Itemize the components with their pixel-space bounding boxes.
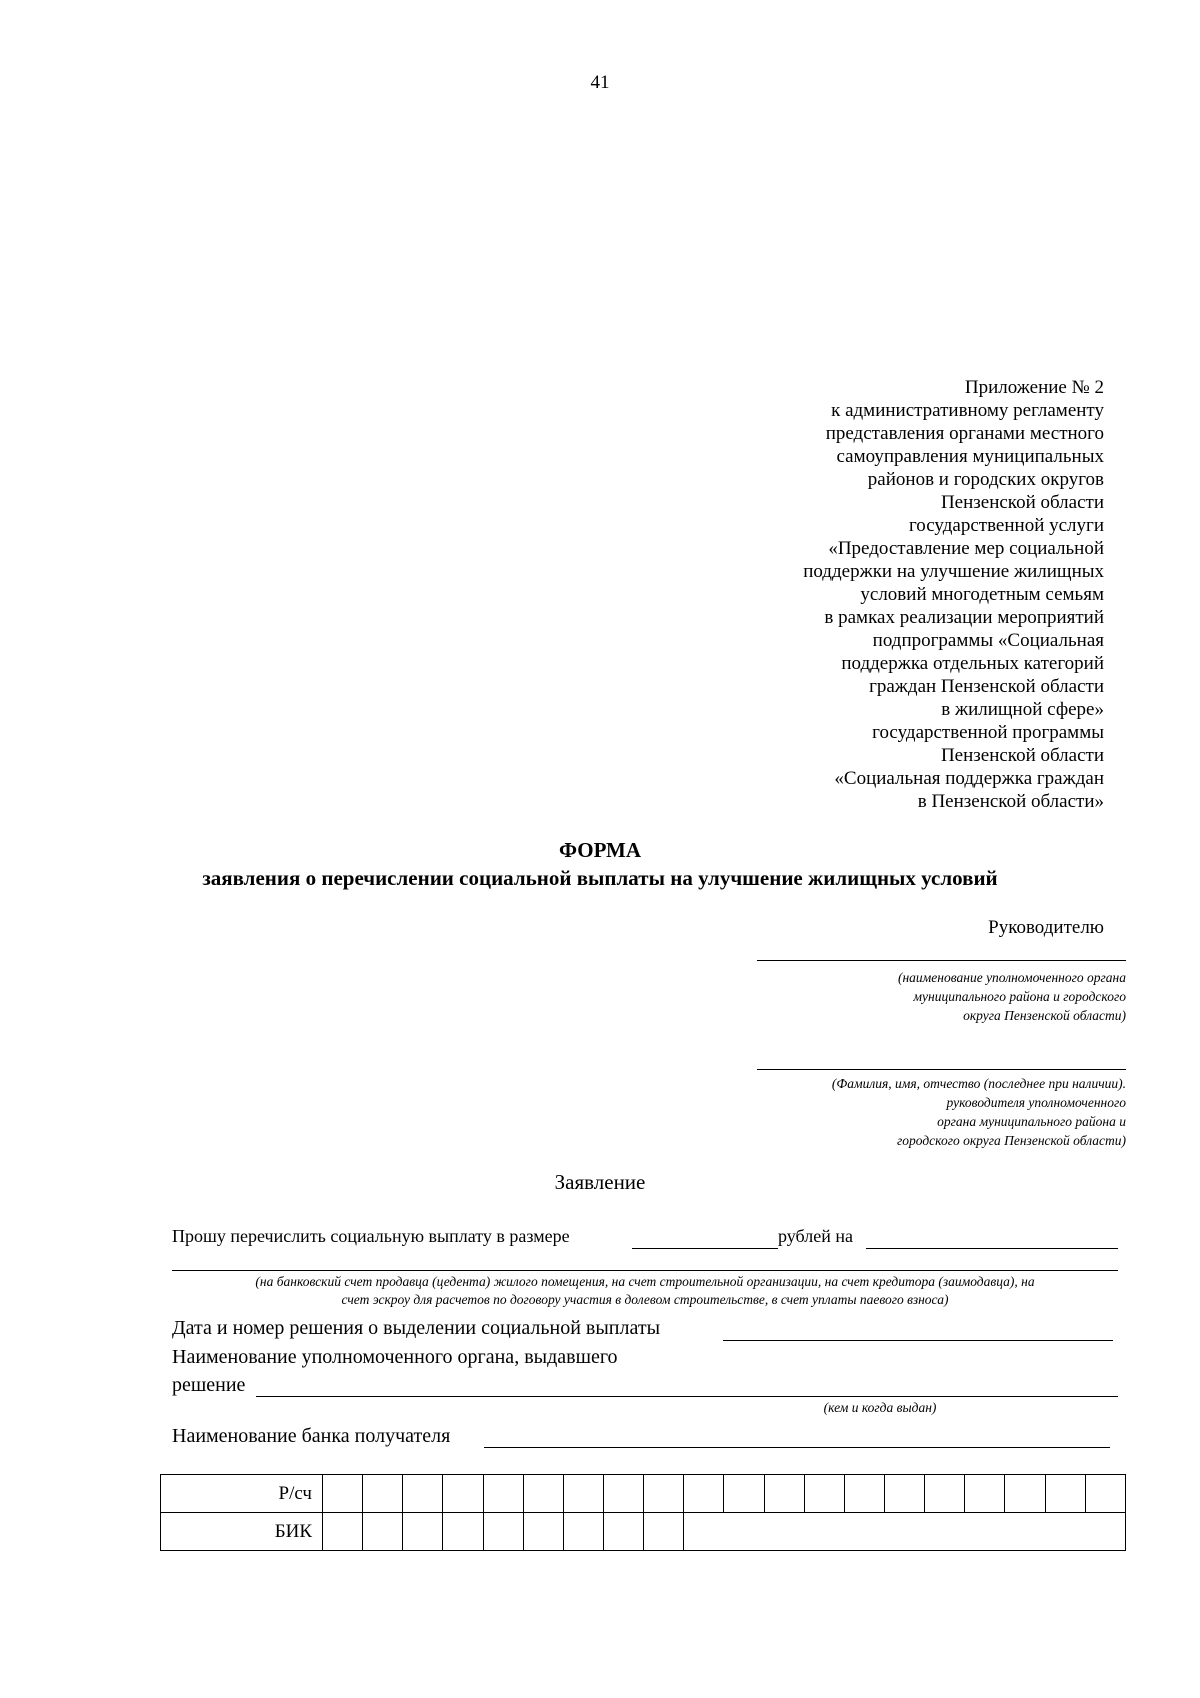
bik-digit-cell[interactable] — [403, 1513, 443, 1551]
account-digit-cell[interactable] — [603, 1475, 643, 1513]
appendix-block — [803, 376, 1104, 813]
appendix-line: в рамках реализации мероприятий — [824, 607, 1104, 628]
account-digit-cell[interactable] — [884, 1475, 924, 1513]
account-digit-cell[interactable] — [483, 1475, 523, 1513]
appendix-line: поддержки на улучшение жилищных — [803, 561, 1104, 582]
account-digit-cell[interactable] — [1045, 1475, 1085, 1513]
account-digit-cell[interactable] — [724, 1475, 764, 1513]
request-text-1: Прошу перечислить социальную выплату в размере — [172, 1226, 570, 1246]
account-digit-cell[interactable] — [1085, 1475, 1125, 1513]
account-table — [160, 1474, 1126, 1551]
account-digit-cell[interactable] — [684, 1475, 724, 1513]
bik-digit-cell[interactable] — [363, 1513, 403, 1551]
appendix-line: граждан Пензенской области — [869, 676, 1104, 697]
appendix-line: самоуправления муниципальных — [836, 446, 1104, 467]
request-text-2: рублей на — [778, 1226, 853, 1246]
account-digit-cell[interactable] — [523, 1475, 563, 1513]
appendix-line: Приложение № 2 — [964, 377, 1104, 398]
account-digit-cell[interactable] — [443, 1475, 483, 1513]
account-destination-note: (на банковский счет продавца (цедента) жилого помещения, на счет строительной организации, на счет кредитора (заимодавца), на счет эскроу для расчетов по договору участия в долевом строительстве, в счет уплаты паевого взноса) — [255, 1274, 1035, 1307]
appendix-line: в жилищной сфере» — [941, 699, 1104, 720]
account-digit-cell[interactable] — [925, 1475, 965, 1513]
form-subtitle: заявления о перечислении социальной выплаты на улучшение жилищных условий — [202, 866, 998, 890]
appendix-line: государственной услуги — [908, 515, 1104, 536]
account-label: Р/сч — [161, 1475, 323, 1513]
authority-label: Наименование уполномоченного органа, выдавшего — [172, 1346, 618, 1368]
appendix-line: районов и городских округов — [867, 469, 1104, 490]
account-digit-cell[interactable] — [965, 1475, 1005, 1513]
bik-empty-area — [684, 1513, 1126, 1551]
bik-digit-cell[interactable] — [563, 1513, 603, 1551]
decision-field[interactable] — [723, 1340, 1113, 1341]
addressee-header: Руководителю — [988, 917, 1104, 938]
appendix-line: «Предоставление мер социальной — [828, 538, 1104, 559]
account-digit-cell[interactable] — [363, 1475, 403, 1513]
account-digit-cell[interactable] — [764, 1475, 804, 1513]
account-digit-cell[interactable] — [1005, 1475, 1045, 1513]
appendix-line: государственной программы — [872, 722, 1104, 743]
bik-digit-cell[interactable] — [603, 1513, 643, 1551]
appendix-line: подпрограммы «Социальная — [872, 630, 1104, 651]
bik-digit-cell[interactable] — [443, 1513, 483, 1551]
issued-note: (кем и когда выдан) — [823, 1400, 937, 1415]
decision-label: Дата и номер решения о выделении социальной выплаты — [172, 1317, 661, 1339]
bik-label: БИК — [161, 1513, 323, 1551]
account-digit-cell[interactable] — [323, 1475, 363, 1513]
account-digit-cell[interactable] — [644, 1475, 684, 1513]
appendix-line: Пензенской области — [940, 745, 1104, 766]
bik-digit-cell[interactable] — [523, 1513, 563, 1551]
form-title: ФОРМА — [558, 838, 642, 862]
authority-field[interactable] — [256, 1396, 1118, 1397]
appendix-line: Пензенской области — [940, 492, 1104, 513]
account-digit-cell[interactable] — [403, 1475, 443, 1513]
amount-field[interactable] — [632, 1248, 778, 1249]
account-digit-cell[interactable] — [844, 1475, 884, 1513]
bik-digit-cell[interactable] — [644, 1513, 684, 1551]
authority-label-2: решение — [172, 1374, 246, 1396]
account-row — [161, 1475, 1126, 1513]
appendix-line: «Социальная поддержка граждан — [834, 768, 1104, 789]
bank-field[interactable] — [484, 1447, 1110, 1448]
head-name-note: (Фамилия, имя, отчество (последнее при наличии). руководителя уполномоченного органа муниципального района и городского округа Пензенской области) — [831, 1076, 1126, 1148]
org-name-note: (наименование уполномоченного органа муниципального района и городского округа Пензенской области) — [897, 970, 1126, 1023]
appendix-line: к административному регламенту — [831, 400, 1104, 421]
account-destination-line[interactable] — [172, 1270, 1118, 1271]
appendix-line: условий многодетным семьям — [860, 584, 1104, 605]
bank-label: Наименование банка получателя — [172, 1425, 451, 1447]
appendix-line: представления органами местного — [825, 423, 1104, 444]
account-digit-cell[interactable] — [563, 1475, 603, 1513]
appendix-line: в Пензенской области» — [917, 791, 1104, 812]
page-number: 41 — [590, 72, 610, 93]
bik-digit-cell[interactable] — [323, 1513, 363, 1551]
recipient-field[interactable] — [866, 1248, 1118, 1249]
bik-row — [161, 1513, 1126, 1551]
head-name-line[interactable] — [757, 1069, 1126, 1070]
appendix-line: поддержка отдельных категорий — [841, 653, 1104, 674]
statement-title: Заявление — [554, 1170, 646, 1194]
bik-digit-cell[interactable] — [483, 1513, 523, 1551]
org-name-line[interactable] — [757, 960, 1126, 961]
account-digit-cell[interactable] — [804, 1475, 844, 1513]
